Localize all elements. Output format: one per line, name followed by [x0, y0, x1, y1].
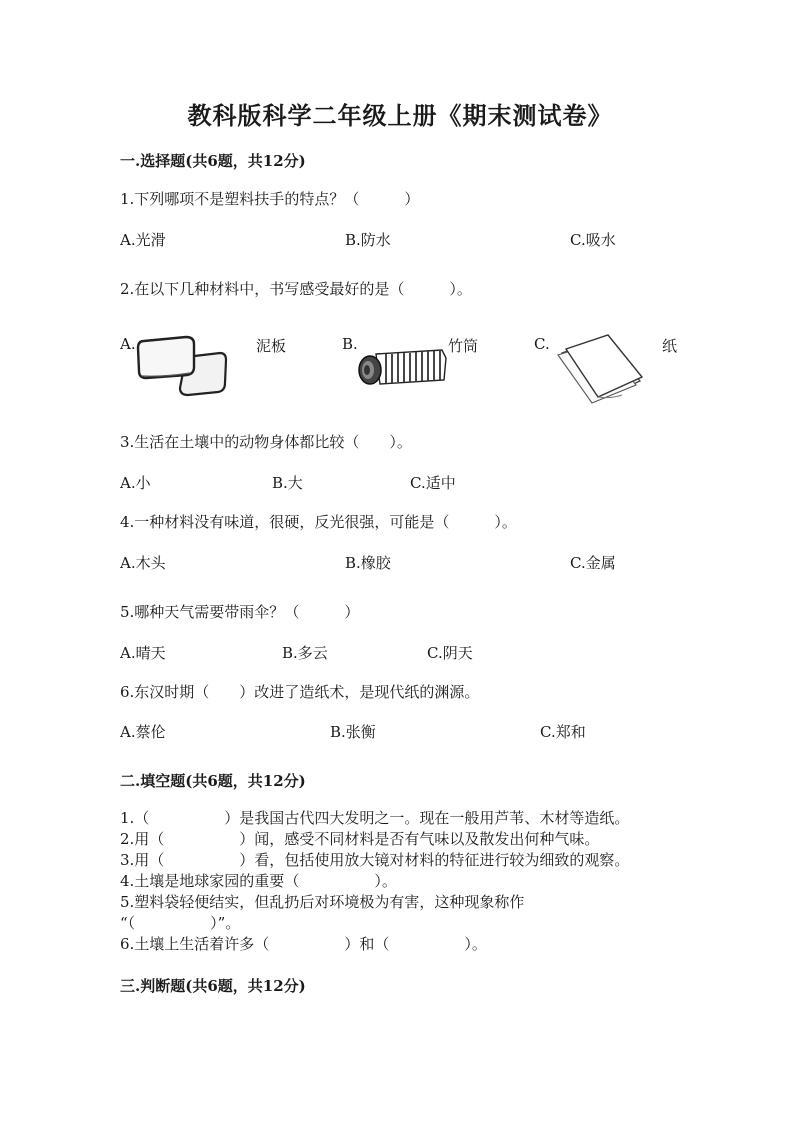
option-2b: B.	[342, 335, 358, 353]
section-heading-fill: 二.填空题(共6题，共12分)	[120, 772, 306, 790]
option-4b: B.橡胶	[345, 554, 391, 572]
option-1b: B.防水	[345, 231, 391, 249]
question-4: 4.一种材料没有味道，很硬，反光很强，可能是（ ）。	[120, 513, 517, 531]
section-heading-choice: 一.选择题(共6题，共12分)	[120, 152, 306, 170]
caption-paper: 纸	[662, 337, 678, 355]
question-6: 6.东汉时期（ ）改进了造纸术，是现代纸的渊源。	[120, 683, 480, 701]
option-4c: C.金属	[570, 554, 616, 572]
question-2: 2.在以下几种材料中，书写感受最好的是（ ）。	[120, 280, 472, 298]
paper-stack-image	[550, 333, 646, 405]
option-6a: A.蔡伦	[120, 723, 166, 741]
option-3c: C.适中	[410, 474, 456, 492]
option-6c: C.郑和	[540, 723, 586, 741]
option-5a: A.晴天	[120, 644, 166, 662]
page-title: 教科版科学二年级上册《期末测试卷》	[187, 101, 613, 130]
fill-item-2: 2.用（ ）闻，感受不同材料是否有气味以及散发出何种气味。	[120, 830, 600, 848]
option-6b: B.张衡	[330, 723, 376, 741]
option-5c: C.阴天	[427, 644, 473, 662]
option-2c: C.	[534, 335, 550, 353]
option-3b: B.大	[272, 474, 303, 492]
fill-item-5-cont: “（ ）”。	[120, 914, 241, 932]
clay-tablets-image	[134, 333, 230, 399]
fill-item-4: 4.土壤是地球家园的重要（ ）。	[120, 872, 397, 890]
section-heading-judge: 三.判断题(共6题，共12分)	[120, 977, 306, 995]
question-1: 1.下列哪项不是塑料扶手的特点？（ ）	[120, 190, 420, 208]
question-3: 3.生活在土壤中的动物身体都比较（ ）。	[120, 433, 412, 451]
fill-item-3: 3.用（ ）看，包括使用放大镜对材料的特征进行较为细致的观察。	[120, 851, 630, 869]
option-3a: A.小	[120, 474, 151, 492]
option-2a: A.	[120, 335, 136, 353]
caption-clay-tablets: 泥板	[256, 337, 287, 355]
option-4a: A.木头	[120, 554, 166, 572]
option-1c: C.吸水	[570, 231, 616, 249]
question-5: 5.哪种天气需要带雨伞？（ ）	[120, 603, 360, 621]
option-5b: B.多云	[282, 644, 328, 662]
fill-item-1: 1.（ ）是我国古代四大发明之一。现在一般用芦苇、木材等造纸。	[120, 809, 630, 827]
bamboo-slips-image	[356, 346, 448, 388]
caption-bamboo-slips: 竹筒	[448, 337, 479, 355]
fill-item-5: 5.塑料袋轻便结实，但乱扔后对环境极为有害，这种现象称作	[120, 893, 525, 911]
fill-item-6: 6.土壤上生活着许多（ ）和（ ）。	[120, 935, 487, 953]
option-1a: A.光滑	[120, 231, 166, 249]
